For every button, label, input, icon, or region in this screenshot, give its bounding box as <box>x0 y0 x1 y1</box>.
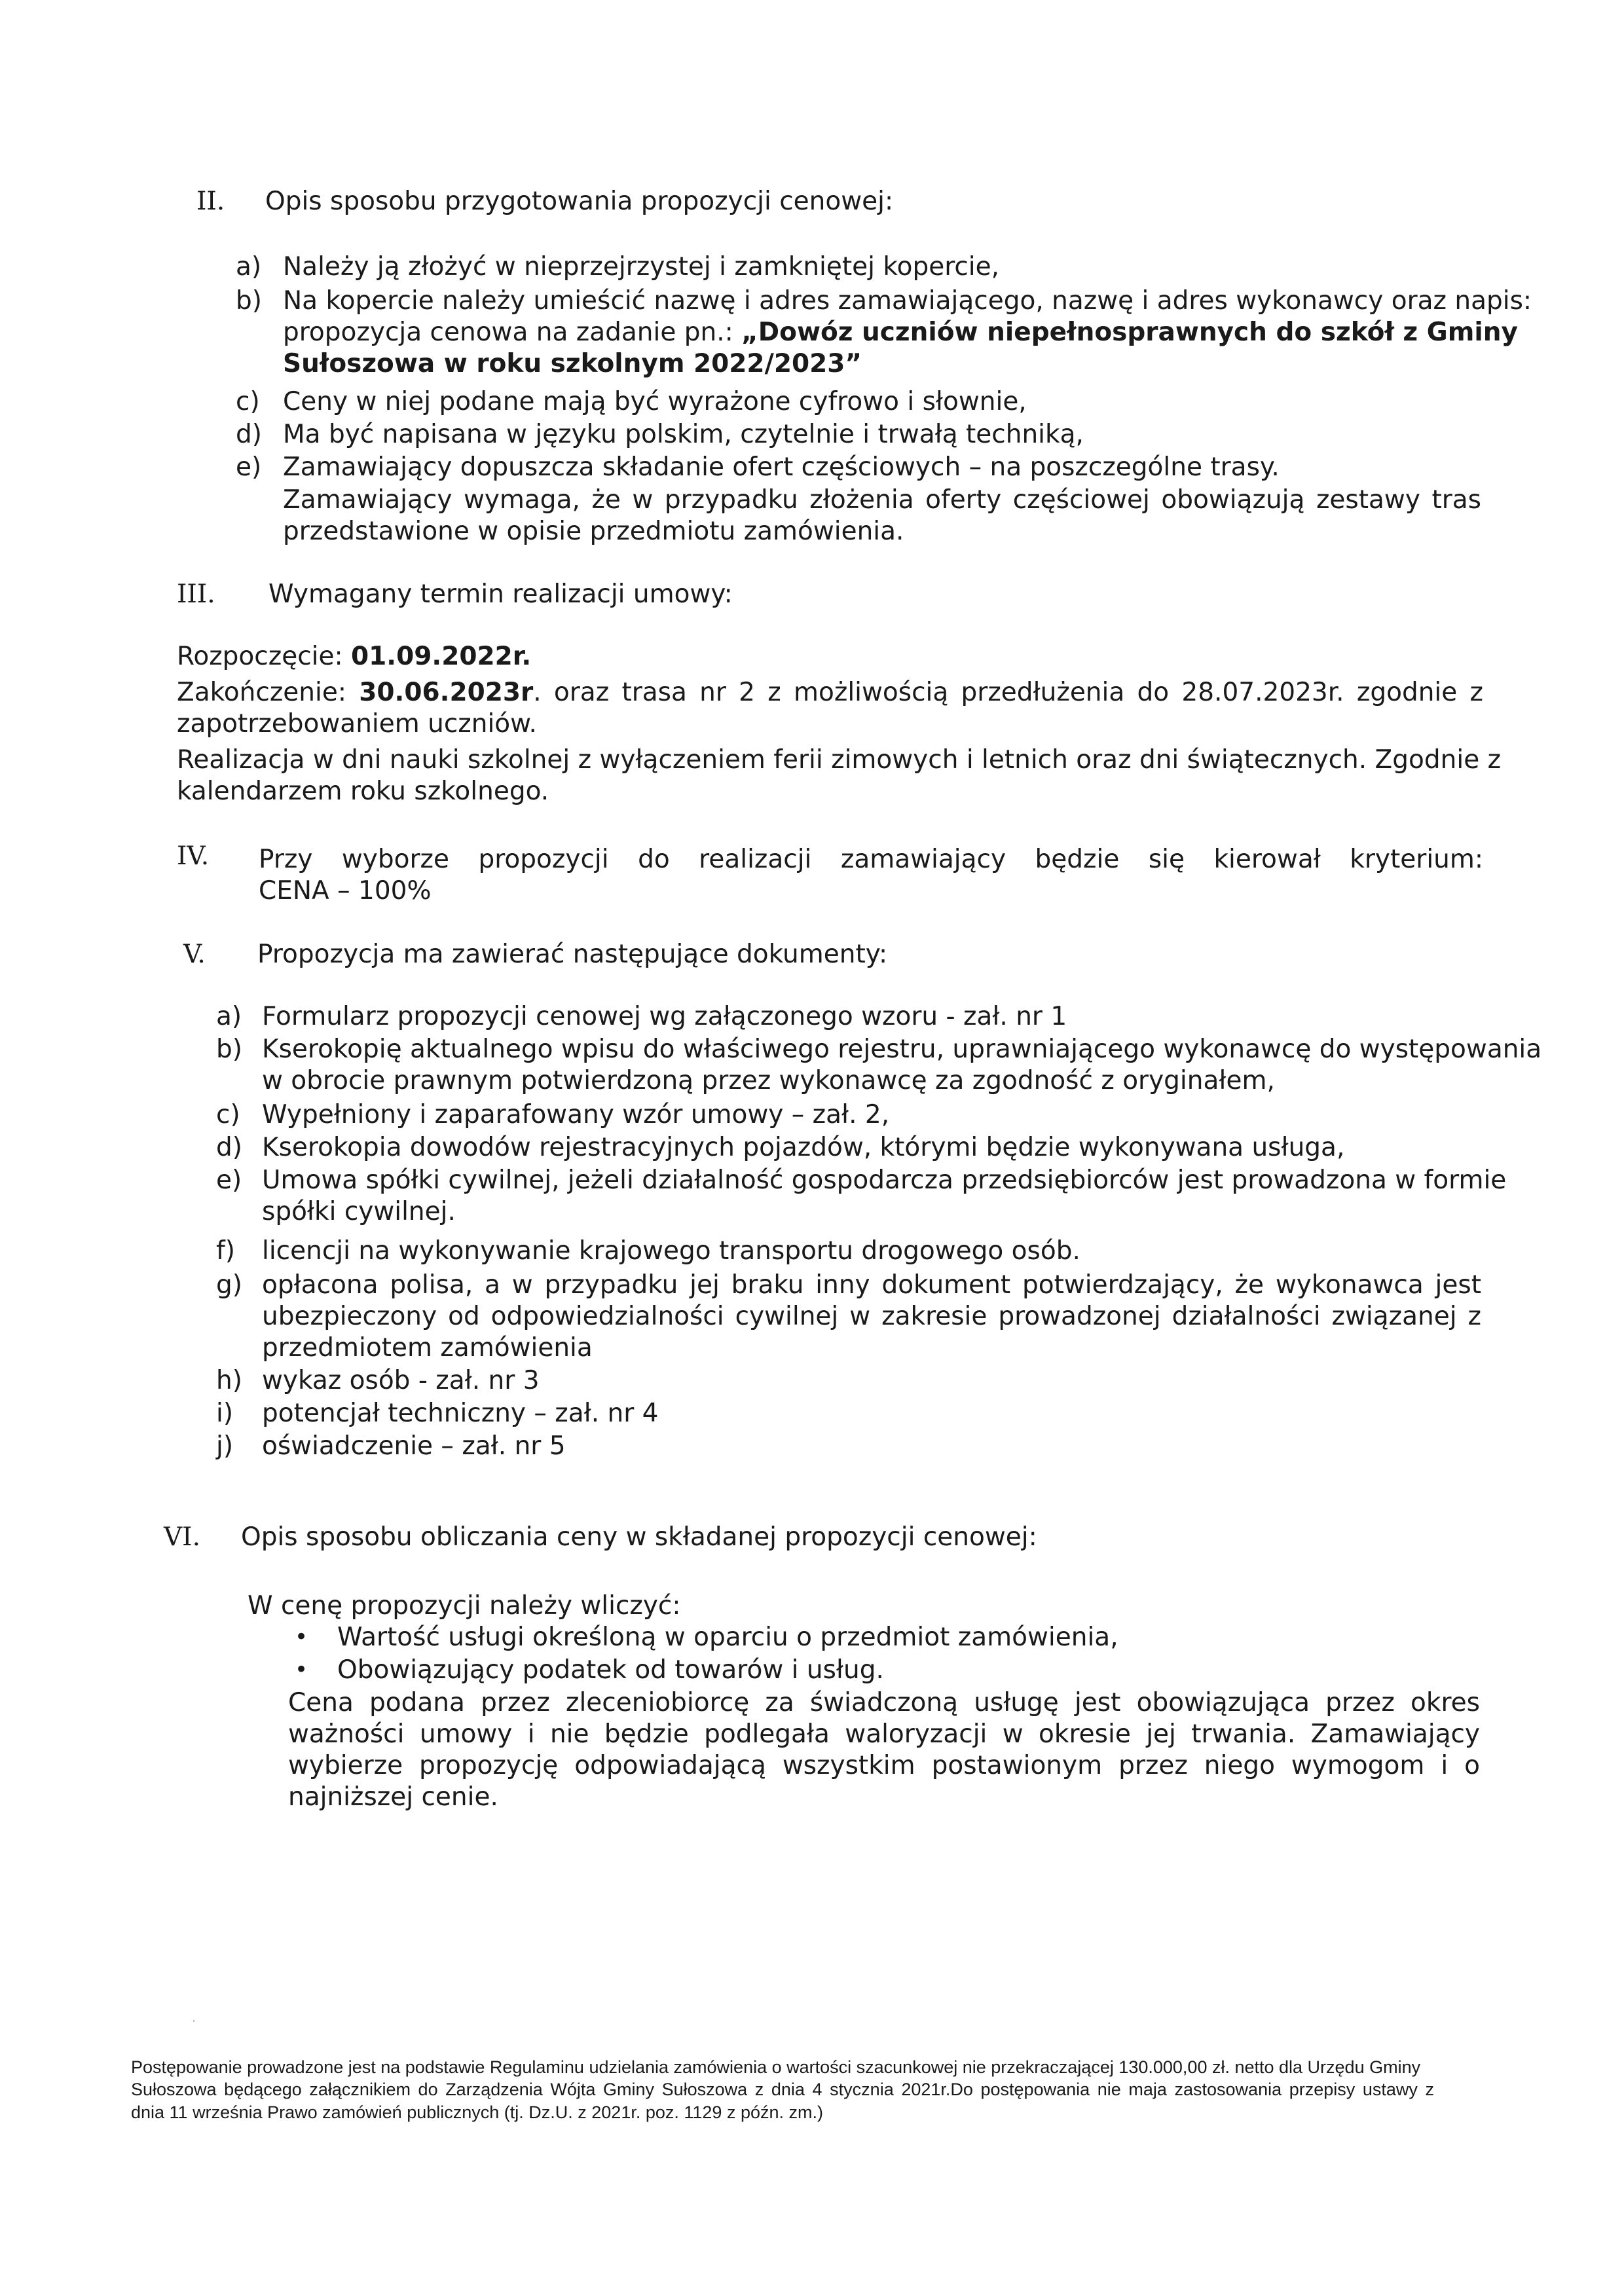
footer-line: Postępowanie prowadzone jest na podstawie Regulaminu udzielania zamówienia o wartości szacunkowej nie przekraczającej 130.000,00 zł. netto dla Urzędu Gminy <box>131 2057 1421 2077</box>
section-vi-heading <box>164 1522 1037 1552</box>
item-letter: c) <box>216 1100 240 1129</box>
item-letter: f) <box>216 1236 235 1266</box>
end-label: Zakończenie: <box>177 678 360 707</box>
item-text: potencjał techniczny – zał. nr 4 <box>262 1399 659 1428</box>
price-intro: W cenę propozycji należy wliczyć: <box>248 1591 681 1621</box>
item-text: Formularz propozycji cenowej wg załączonego wzoru - zał. nr 1 <box>262 1002 1067 1031</box>
item-letter: i) <box>216 1399 234 1428</box>
start-label: Rozpoczęcie: <box>177 642 352 671</box>
item-text: Wypełniony i zaparafowany wzór umowy – zał. 2, <box>262 1100 890 1129</box>
item-letter: e) <box>236 452 262 482</box>
bullet-text: Wartość usługi określoną w oparciu o przedmiot zamówienia, <box>337 1623 1118 1652</box>
section-v-heading <box>183 940 887 970</box>
section-number: II. <box>196 187 225 216</box>
section-number: V. <box>183 940 206 969</box>
item-letter: a) <box>216 1002 242 1031</box>
item-letter: a) <box>236 252 262 282</box>
scan-mark <box>193 2020 194 2022</box>
note-line1: Realizacja w dni nauki szkolnej z wyłączeniem ferii zimowych i letnich oraz dni świątecznych. Zgodnie z <box>177 745 1502 775</box>
bullet-icon: • <box>295 1624 308 1650</box>
section-title: Propozycja ma zawierać następujące dokumenty: <box>257 940 888 969</box>
price-paragraph: najniższej cenie. <box>288 1782 498 1812</box>
task-title: Sułoszowa w roku szkolnym 2022/2023” <box>283 349 862 378</box>
item-text: oświadczenie – zał. nr 5 <box>262 1431 566 1461</box>
footer-line: dnia 11 września Prawo zamówień publicznych (tj. Dz.U. z 2021r. poz. 1129 z późn. zm.) <box>131 2102 823 2122</box>
item-text: przedmiotem zamówienia <box>262 1333 593 1363</box>
item-letter: c) <box>236 387 260 416</box>
bullet-text: Obowiązujący podatek od towarów i usług. <box>337 1655 884 1685</box>
item-text: spółki cywilnej. <box>262 1197 456 1226</box>
section-ii-heading <box>196 187 893 217</box>
item-text: w obrocie prawnym potwierdzoną przez wykonawcę za zgodność z oryginałem, <box>262 1066 1275 1095</box>
section-number: IV. <box>177 841 210 871</box>
note-line2: kalendarzem roku szkolnego. <box>177 777 549 806</box>
item-letter: b) <box>236 286 262 316</box>
section-number: VI. <box>164 1522 200 1552</box>
item-text: przedstawione w opisie przedmiotu zamówienia. <box>283 517 904 546</box>
start-date: 01.09.2022r. <box>351 642 532 671</box>
item-text: Należy ją złożyć w nieprzejrzystej i zamkniętej kopercie, <box>283 252 1000 282</box>
item-letter: e) <box>216 1166 242 1195</box>
item-text-line <box>283 318 1518 348</box>
item-text: Zamawiający dopuszcza składanie ofert częściowych – na poszczególne trasy. <box>283 452 1280 482</box>
end-date: 30.06.2023r <box>359 678 534 707</box>
item-text: Ma być napisana w języku polskim, czytelnie i trwałą techniką, <box>283 420 1084 449</box>
item-text: Ceny w niej podane mają być wyrażone cyfrowo i słownie, <box>283 387 1027 416</box>
item-text: Kserokopia dowodów rejestracyjnych pojazdów, którymi będzie wykonywana usługa, <box>262 1133 1345 1162</box>
section-iii-heading <box>177 579 733 610</box>
item-letter: b) <box>216 1035 242 1064</box>
end-line2: zapotrzebowaniem uczniów. <box>177 709 537 739</box>
item-text: ubezpieczony od odpowiedzialności cywilnej w zakresie prowadzonej działalności związanej z <box>262 1302 1481 1331</box>
start-date-line <box>177 642 531 672</box>
bullet-icon: • <box>295 1657 308 1683</box>
section-title: Opis sposobu przygotowania propozycji cenowej: <box>265 187 894 216</box>
legal-footer <box>131 2056 1434 2123</box>
end-date-line <box>177 678 1483 708</box>
item-text: wykaz osób - zał. nr 3 <box>262 1366 540 1395</box>
section-title: Wymagany termin realizacji umowy: <box>268 579 733 609</box>
price-paragraph: wybierze propozycję odpowiadającą wszystkim postawionym przez niego wymogom i o <box>288 1751 1480 1780</box>
end-rest: . oraz trasa nr 2 z możliwością przedłużenia do 28.07.2023r. zgodnie z <box>533 678 1483 707</box>
section-title: Opis sposobu obliczania ceny w składanej propozycji cenowej: <box>241 1522 1037 1552</box>
item-text: Kserokopię aktualnego wpisu do właściwego rejestru, uprawniającego wykonawcę do występowania <box>262 1035 1542 1064</box>
item-letter: h) <box>216 1366 242 1395</box>
criterion-price: CENA – 100% <box>259 876 432 906</box>
item-text: opłacona polisa, a w przypadku jej braku inny dokument potwierdzający, że wykonawca jest <box>262 1270 1481 1300</box>
item-letter: g) <box>216 1270 242 1300</box>
price-paragraph: Cena podana przez zleceniobiorcę za świadczoną usługę jest obowiązująca przez okres <box>288 1688 1480 1717</box>
task-title: „Dowóz uczniów niepełnosprawnych do szkół z Gminy <box>741 318 1518 347</box>
price-paragraph: ważności umowy i nie będzie podlegała waloryzacji w okresie jej trwania. Zamawiający <box>288 1719 1480 1749</box>
item-letter: d) <box>236 420 262 449</box>
item-text: propozycja cenowa na zadanie pn.: <box>283 318 742 347</box>
item-text: Zamawiający wymaga, że w przypadku złożenia oferty częściowej obowiązują zestawy tras <box>283 485 1481 515</box>
item-letter: j) <box>216 1431 234 1461</box>
item-text: Umowa spółki cywilnej, jeżeli działalność gospodarcza przedsiębiorców jest prowadzona w formie <box>262 1166 1507 1195</box>
section-number: III. <box>177 579 215 609</box>
item-letter: d) <box>216 1133 242 1162</box>
criterion-line: Przy wyborze propozycji do realizacji zamawiający będzie się kierował kryterium: <box>259 845 1483 874</box>
item-text: licencji na wykonywanie krajowego transportu drogowego osób. <box>262 1236 1080 1266</box>
footer-line: Sułoszowa będącego załącznikiem do Zarządzenia Wójta Gminy Sułoszowa z dnia 4 stycznia 2021r.Do postępowania nie maja zastosowania przepisy ustawy z <box>131 2080 1434 2100</box>
item-text: Na kopercie należy umieścić nazwę i adres zamawiającego, nazwę i adres wykonawcy oraz napis: <box>283 286 1532 316</box>
